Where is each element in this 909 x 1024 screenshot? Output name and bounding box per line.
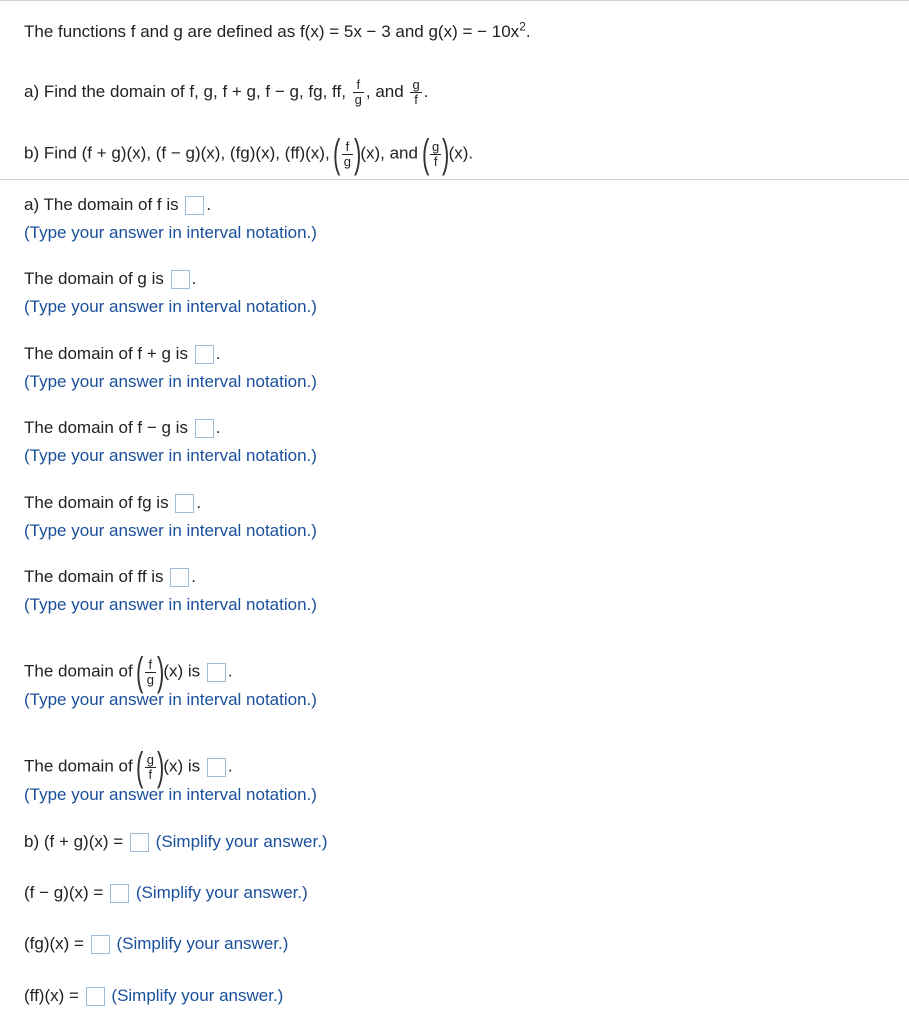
problem-statement — [24, 19, 531, 42]
part-a-period: . — [423, 81, 429, 101]
domain-g-over-f-row: The domain of ( $\frac{g}{f}$ )(x) is . — [24, 745, 233, 789]
f-minus-g-input[interactable] — [110, 884, 129, 903]
interval-hint: (Type your answer in interval notation.) — [24, 521, 317, 540]
exponent: 2 — [519, 19, 526, 34]
part-b-text: b) Find (f + g)(x), (f − g)(x), (fg)(x), (ff)(x), — [24, 143, 330, 163]
ff-row: (ff)(x) = (Simplify your answer.) — [24, 986, 284, 1005]
left-paren: ( — [421, 132, 430, 176]
part-a-question — [24, 78, 428, 107]
part-a-and: , and — [365, 81, 404, 101]
f-plus-g-input[interactable] — [130, 833, 149, 852]
domain-fg-input[interactable] — [175, 494, 194, 513]
right-paren: ) — [156, 745, 165, 789]
right-paren: ) — [156, 650, 165, 694]
left-paren: ( — [333, 132, 341, 176]
fg-input[interactable] — [91, 935, 110, 954]
interval-hint: (Type your answer in interval notation.) — [24, 372, 317, 391]
left-paren: ( — [136, 650, 144, 694]
domain-g-input[interactable] — [171, 270, 190, 289]
domain-f-row: a) The domain of f is . — [24, 195, 212, 214]
fraction-f-over-g: $\frac{f}{g}$ — [354, 77, 362, 107]
part-b-suffix: (x). — [448, 143, 474, 163]
interval-hint: (Type your answer in interval notation.) — [24, 446, 317, 465]
domain-g-row: The domain of g is . — [24, 269, 197, 288]
interval-hint: (Type your answer in interval notation.) — [24, 595, 317, 614]
interval-hint: (Type your answer in interval notation.) — [24, 690, 317, 709]
domain-fg-row: The domain of fg is . — [24, 493, 202, 512]
fraction-f-over-g: $\frac{f}{g}$ — [146, 656, 154, 687]
left-paren: ( — [136, 745, 144, 789]
statement-text: The functions f and g are defined as f(x) = 5x − 3 and g(x) = − 10x — [24, 22, 520, 41]
domain-f-minus-g-row: The domain of f − g is . — [24, 418, 221, 437]
simplify-hint: (Simplify your answer.) — [116, 934, 289, 953]
domain-f-over-g-input[interactable] — [207, 663, 226, 682]
domain-f-minus-g-input[interactable] — [195, 419, 214, 438]
simplify-hint: (Simplify your answer.) — [135, 883, 308, 902]
simplify-hint: (Simplify your answer.) — [111, 986, 284, 1005]
part-a-text: a) Find the domain of f, g, f + g, f − g, fg, ff, — [24, 81, 346, 101]
domain-f-input[interactable] — [185, 196, 204, 215]
statement-period: . — [525, 22, 531, 41]
divider — [0, 179, 909, 180]
interval-hint: (Type your answer in interval notation.) — [24, 297, 317, 316]
right-paren: ) — [353, 132, 362, 176]
domain-ff-row: The domain of ff is . — [24, 567, 197, 586]
simplify-hint: (Simplify your answer.) — [155, 832, 328, 851]
fg-row: (fg)(x) = (Simplify your answer.) — [24, 934, 289, 953]
part-b-question — [24, 134, 473, 174]
f-plus-g-row: b) (f + g)(x) = (Simplify your answer.) — [24, 832, 328, 851]
top-border — [0, 0, 909, 1]
interval-hint: (Type your answer in interval notation.) — [24, 223, 317, 242]
fraction-g-over-f: $\frac{g}{f}$ — [412, 77, 420, 107]
interval-hint: (Type your answer in interval notation.) — [24, 785, 317, 804]
fraction-g-over-f: $\frac{g}{f}$ — [432, 138, 440, 169]
domain-f-plus-g-input[interactable] — [195, 345, 214, 364]
fraction-g-over-f: $\frac{g}{f}$ — [146, 751, 154, 782]
ff-input[interactable] — [86, 987, 105, 1006]
domain-f-plus-g-row: The domain of f + g is . — [24, 344, 221, 363]
domain-f-over-g-row: The domain of ( $\frac{f}{g}$ )(x) is . — [24, 650, 233, 694]
domain-ff-input[interactable] — [170, 568, 189, 587]
fraction-f-over-g: $\frac{f}{g}$ — [343, 138, 351, 169]
f-minus-g-row: (f − g)(x) = (Simplify your answer.) — [24, 883, 308, 902]
domain-g-over-f-input[interactable] — [207, 758, 226, 777]
part-b-and: (x), and — [360, 143, 418, 163]
right-paren: ) — [442, 132, 450, 176]
